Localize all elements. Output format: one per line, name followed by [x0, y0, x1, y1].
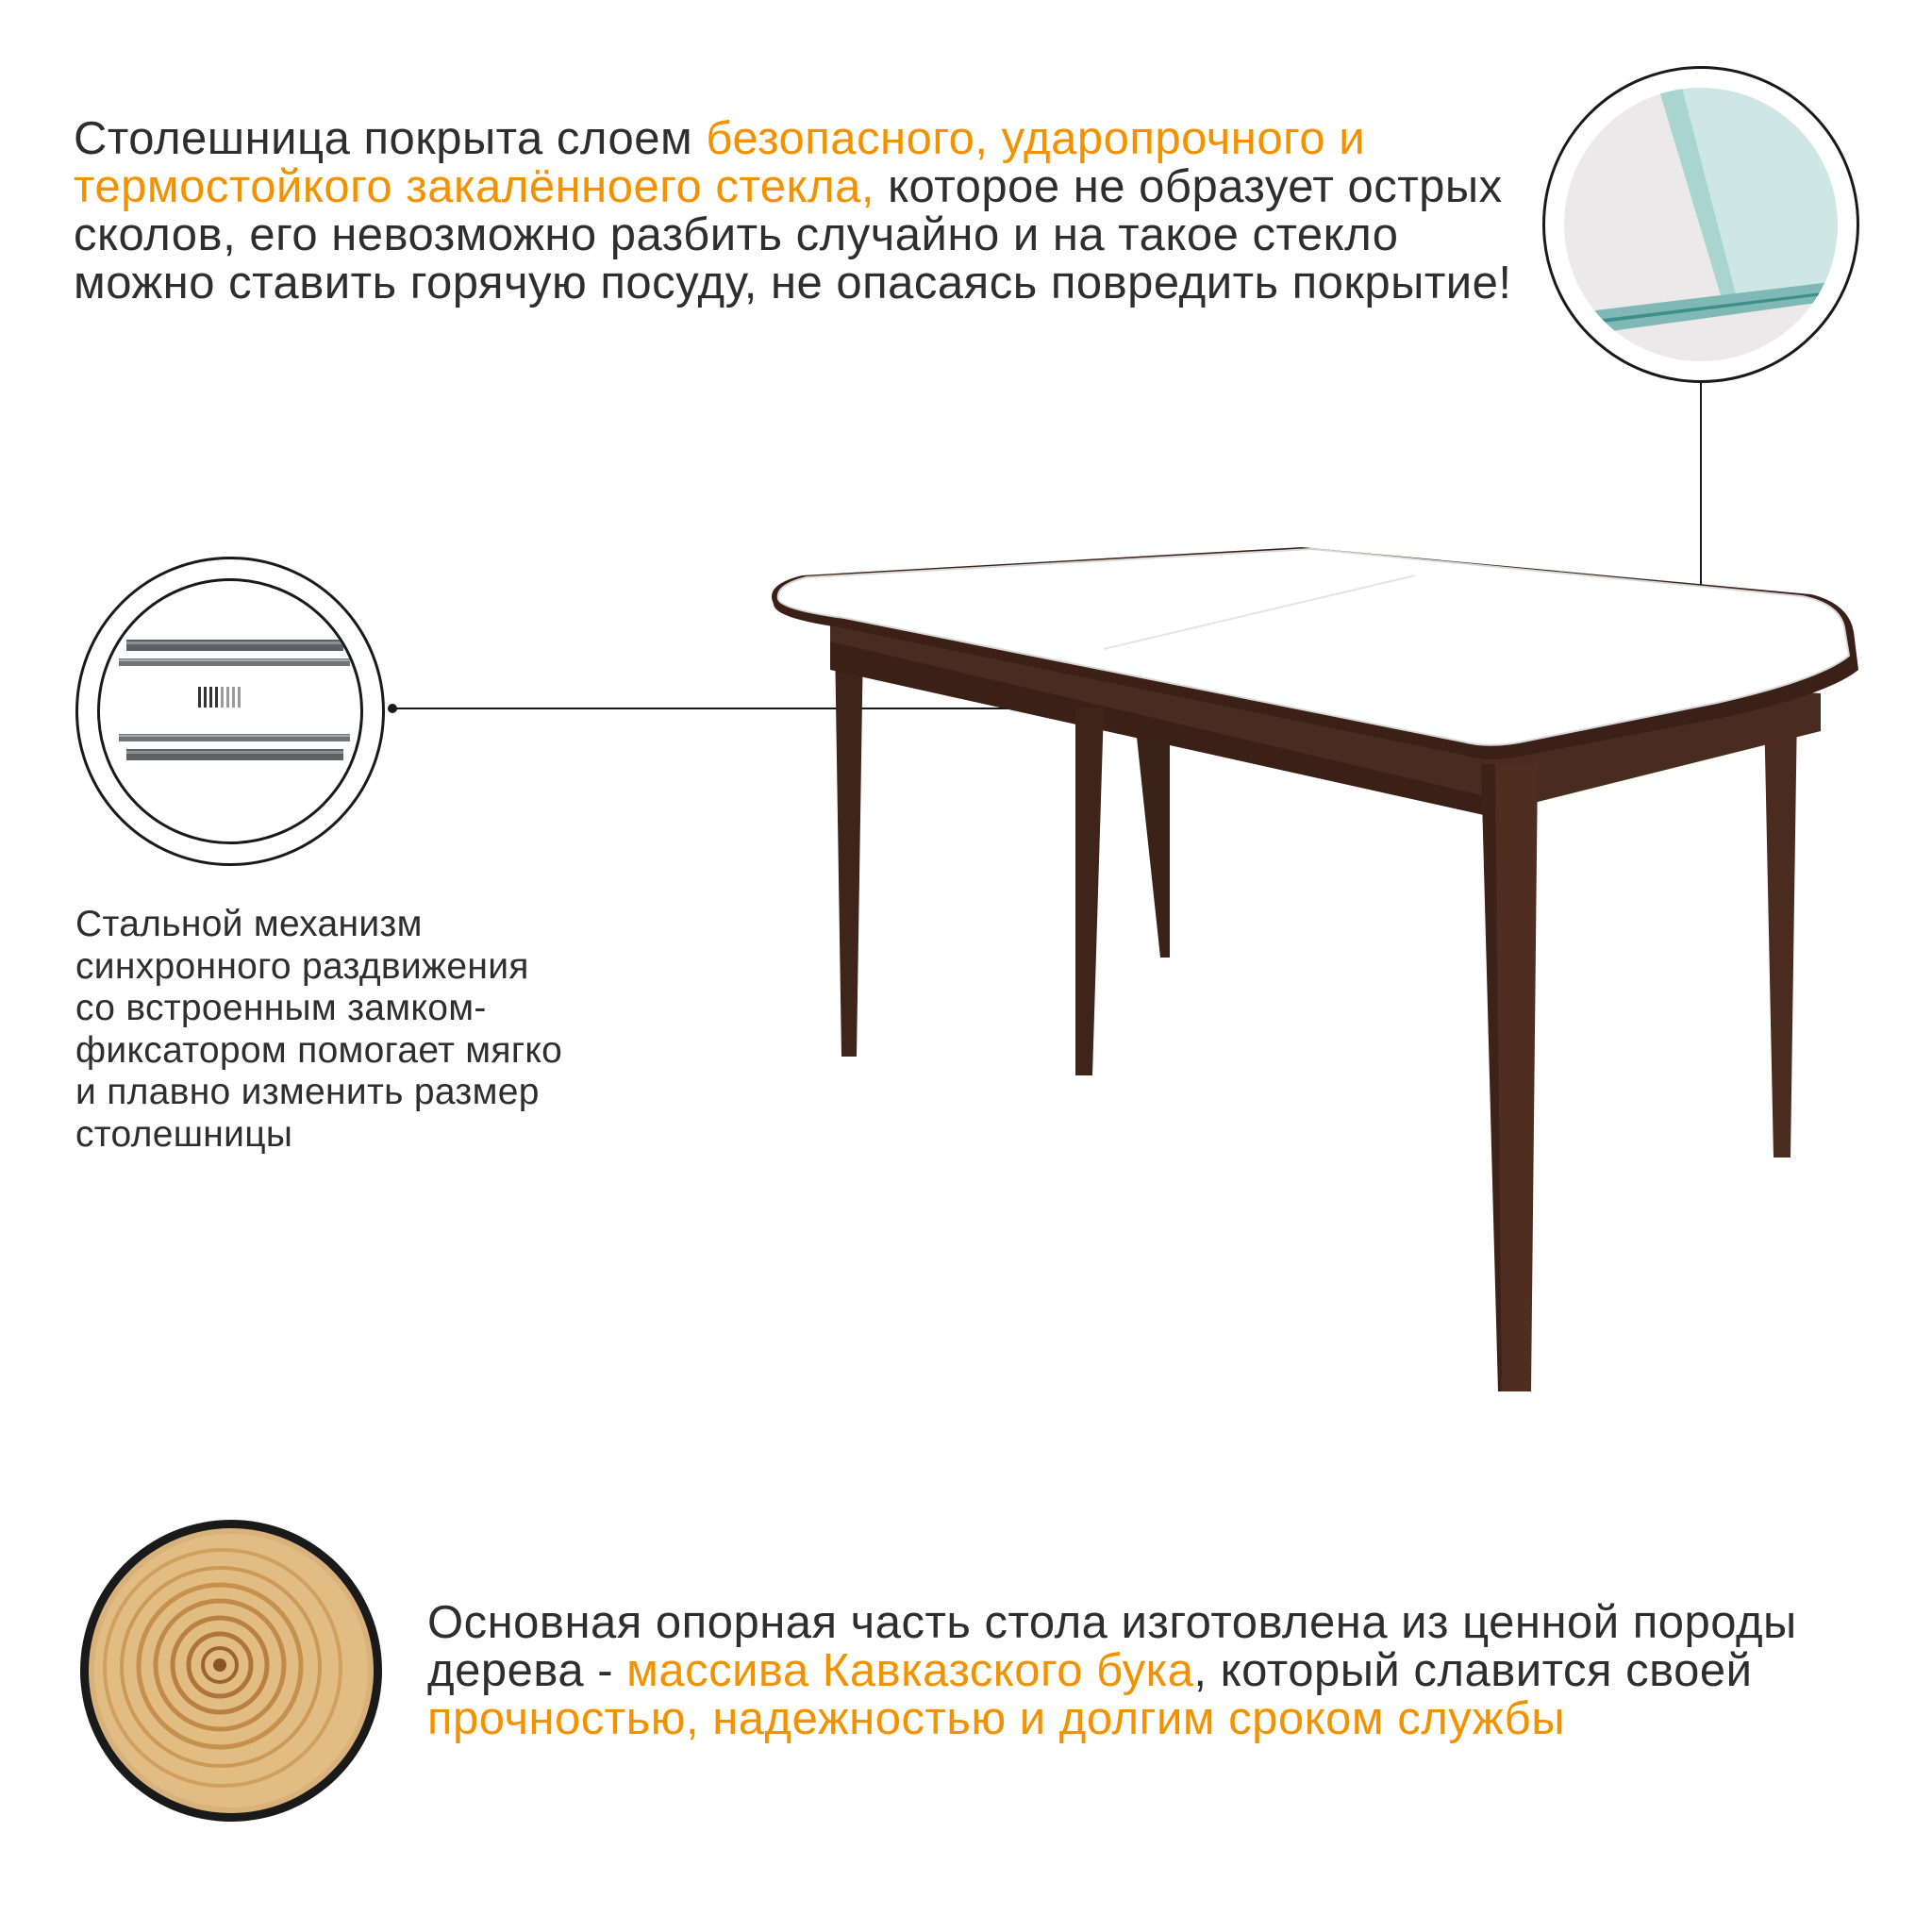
- wood-description: [427, 1599, 1899, 1743]
- glass-description-text: Столешница покрыта слоем: [74, 113, 707, 164]
- glass-closeup-icon: [1542, 66, 1859, 383]
- table-leg-back-left: [835, 640, 863, 1057]
- table-leg-back-right: [1764, 708, 1797, 1158]
- glass-description-highlight: безопасного, ударопрочного и термостойкого закалённоего стекла,: [74, 113, 1366, 212]
- wood-closeup-icon: [79, 1519, 383, 1823]
- wood-description-highlight-qualities: прочностью, надежностью и долгим сроком службы: [427, 1693, 1565, 1744]
- mechanism-closeup-icon: [75, 557, 385, 866]
- glass-description: [74, 115, 1545, 308]
- wood-description-highlight-material: массива Кавказского бука: [626, 1645, 1194, 1696]
- mechanism-description: Стальной механизм синхронного раздвижения со встроенным замком-фиксатором помогает мягко и плавно изменить размер столешницы: [75, 904, 563, 1155]
- glass-closeup-image: [1564, 88, 1838, 361]
- wood-description-text: Основная опорная часть стола изготовлена из ценной породы дерева -: [427, 1597, 1797, 1696]
- table-image: [736, 528, 1868, 1434]
- mechanism-closeup-image: [97, 578, 363, 844]
- wood-description-text-mid: , который славится своей: [1193, 1645, 1753, 1696]
- wood-cross-section-image: [79, 1519, 383, 1823]
- glass-description-text-rest: которое не образует острых сколов, его невозможно разбить случайно и на такое стекло можно ставить горячую посуду, не опасаясь повредить покрытие!: [74, 161, 1512, 308]
